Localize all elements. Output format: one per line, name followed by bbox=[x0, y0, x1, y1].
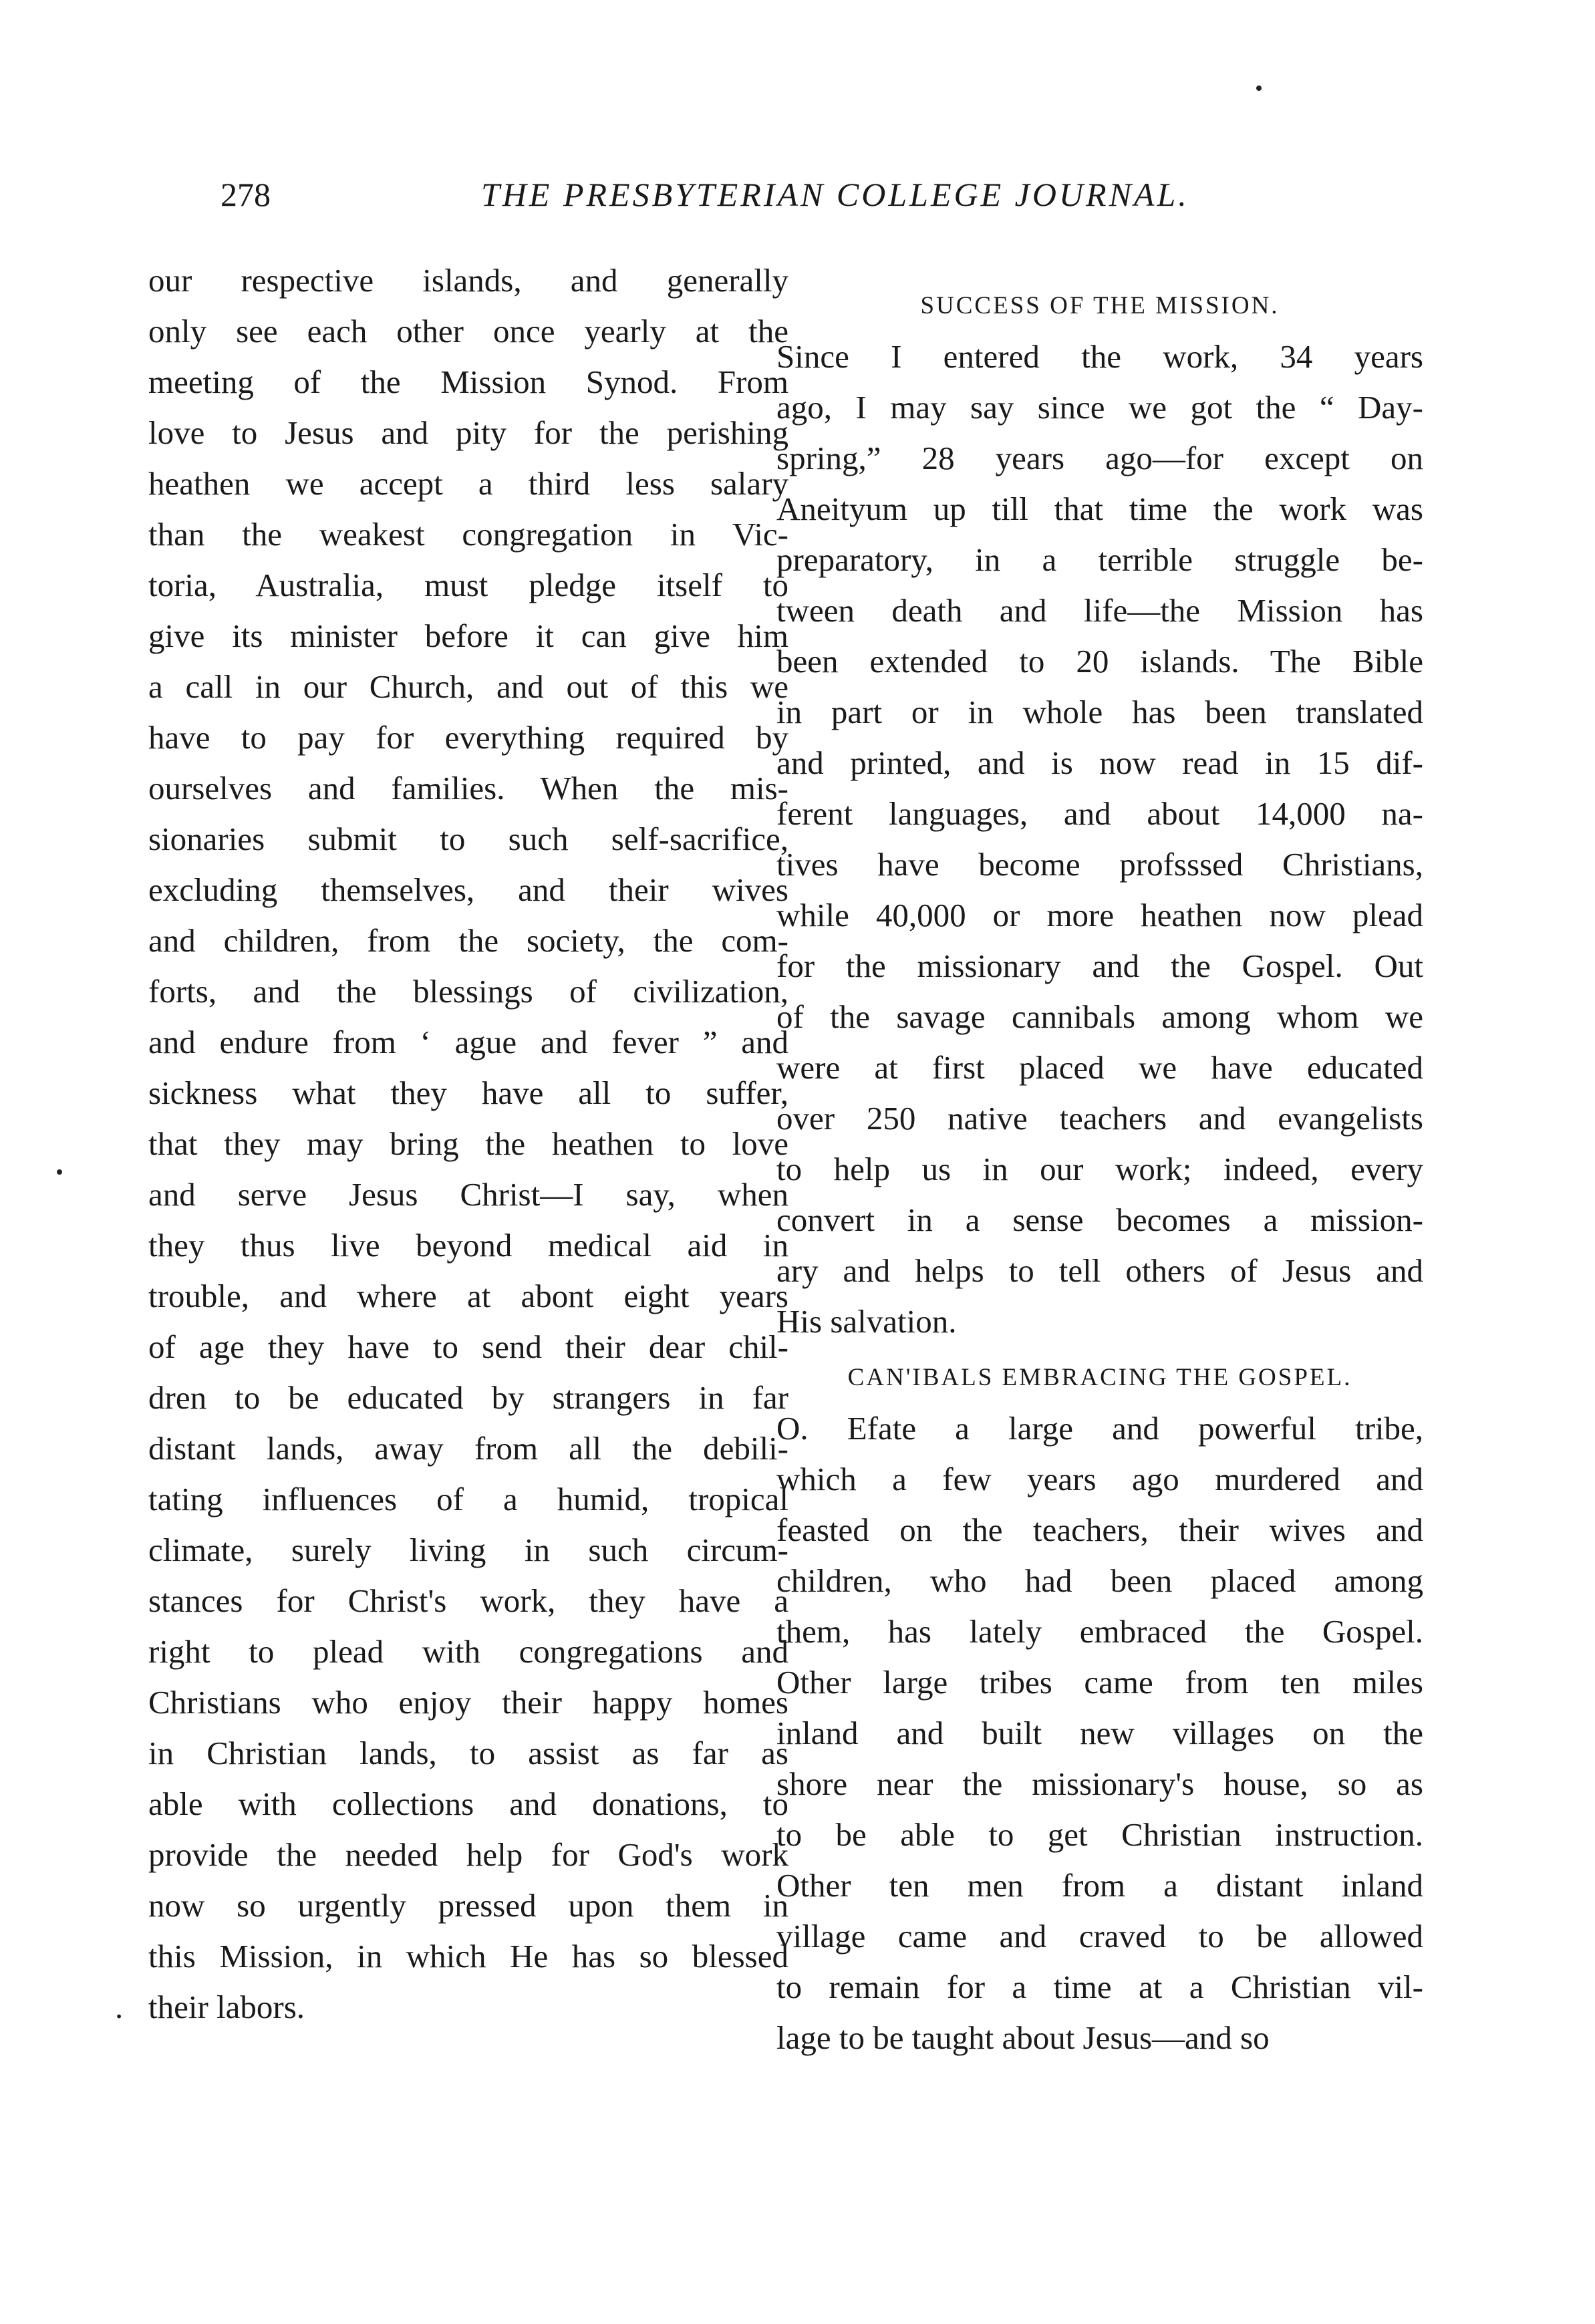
scan-speck bbox=[57, 1169, 62, 1175]
text-line: and children, from the society, the com- bbox=[148, 922, 788, 959]
text-line: to remain for a time at a Christian vil- bbox=[776, 1969, 1423, 2005]
text-line: distant lands, away from all the debili- bbox=[148, 1430, 788, 1467]
left-column bbox=[115, 255, 788, 2033]
text-line: O. Efate a large and powerful tribe, bbox=[776, 1410, 1423, 1447]
text-line: feasted on the teachers, their wives and bbox=[776, 1511, 1423, 1548]
text-line: and serve Jesus Christ—I say, when bbox=[148, 1176, 788, 1213]
text-line: ferent languages, and about 14,000 na- bbox=[776, 795, 1423, 832]
text-line: convert in a sense becomes a mission- bbox=[776, 1201, 1423, 1238]
running-title: THE PRESBYTERIAN COLLEGE JOURNAL. bbox=[481, 176, 1189, 213]
text-line: toria, Australia, must pledge itself to bbox=[148, 567, 788, 603]
text-line: which a few years ago murdered and bbox=[776, 1461, 1423, 1497]
text-line: His salvation. bbox=[776, 1303, 957, 1340]
text-line: of the savage cannibals among whom we bbox=[776, 998, 1423, 1035]
text-line: ago, I may say since we got the “ Day- bbox=[776, 389, 1423, 426]
text-line: Aneityum up till that time the work was bbox=[776, 490, 1423, 527]
text-line: village came and craved to be allowed bbox=[776, 1918, 1423, 1954]
right-column bbox=[776, 281, 1423, 2063]
text-line: have to pay for everything required by bbox=[148, 719, 788, 756]
text-line: forts, and the blessings of civilization, bbox=[148, 973, 788, 1010]
text-line: inland and built new villages on the bbox=[776, 1715, 1423, 1751]
text-line: them, has lately embraced the Gospel. bbox=[776, 1613, 1423, 1650]
text-line: their labors. . bbox=[148, 1982, 788, 2033]
text-line: tween death and life—the Mission has bbox=[776, 592, 1423, 629]
text-line: only see each other once yearly at the bbox=[148, 313, 788, 349]
text-line: over 250 native teachers and evangelists bbox=[776, 1100, 1423, 1137]
text-line: heathen we accept a third less salary bbox=[148, 465, 788, 502]
text-line: of age they have to send their dear chil- bbox=[148, 1328, 788, 1365]
text-line: spring,” 28 years ago—for except on bbox=[776, 440, 1423, 476]
section-heading-success: SUCCESS OF THE MISSION. bbox=[920, 292, 1280, 319]
text-line: able with collections and donations, to bbox=[148, 1785, 788, 1822]
text-line: to help us in our work; indeed, every bbox=[776, 1151, 1423, 1187]
text-line: our respective islands, and generally bbox=[148, 262, 788, 299]
text-line: stances for Christ's work, they have a bbox=[148, 1582, 788, 1619]
text-line: provide the needed help for God's work bbox=[148, 1836, 788, 1873]
bullet-mark: . bbox=[115, 1989, 124, 2025]
section-cannibals-body bbox=[776, 1403, 1423, 2063]
text-line: were at first placed we have educated bbox=[776, 1049, 1423, 1086]
text-line: Since I entered the work, 34 years bbox=[776, 338, 1423, 375]
text-line: ourselves and families. When the mis- bbox=[148, 770, 788, 807]
text-line: Other large tribes came from ten miles bbox=[776, 1664, 1423, 1701]
text-line: trouble, and where at abont eight years bbox=[148, 1278, 788, 1314]
text-line: for the missionary and the Gospel. Out bbox=[776, 948, 1423, 984]
text-line: that they may bring the heathen to love bbox=[148, 1125, 788, 1162]
text-line: excluding themselves, and their wives bbox=[148, 871, 788, 908]
text-line: Christians who enjoy their happy homes bbox=[148, 1684, 788, 1721]
text-line: a call in our Church, and out of this we bbox=[148, 668, 788, 705]
text-line: tives have become profsssed Christians, bbox=[776, 846, 1423, 883]
text-line: they thus live beyond medical aid in bbox=[148, 1227, 788, 1264]
text-line: been extended to 20 islands. The Bible bbox=[776, 643, 1423, 680]
page-number: 278 bbox=[221, 176, 271, 213]
text-line: right to plead with congregations and bbox=[148, 1633, 788, 1670]
text-line: while 40,000 or more heathen now plead bbox=[776, 897, 1423, 933]
text-line: lage to be taught about Jesus—and so bbox=[776, 2019, 1270, 2056]
text-line: sionaries submit to such self-sacrifice, bbox=[148, 821, 788, 857]
text-line: to be able to get Christian instruction. bbox=[776, 1816, 1423, 1853]
text-line: sickness what they have all to suffer, bbox=[148, 1074, 788, 1111]
text-line: children, who had been placed among bbox=[776, 1562, 1423, 1599]
text-line: and endure from ‘ ague and fever ” and bbox=[148, 1024, 788, 1060]
text-line: ary and helps to tell others of Jesus and bbox=[776, 1252, 1423, 1289]
text-line: now so urgently pressed upon them in bbox=[148, 1887, 788, 1924]
text-line: shore near the missionary's house, so as bbox=[776, 1765, 1423, 1802]
text-line: in Christian lands, to assist as far as bbox=[148, 1735, 788, 1771]
text-line: dren to be educated by strangers in far bbox=[148, 1379, 788, 1416]
text-line: and printed, and is now read in 15 dif- bbox=[776, 744, 1423, 781]
text-line: meeting of the Mission Synod. From bbox=[148, 364, 788, 400]
text-line: in part or in whole has been translated bbox=[776, 694, 1423, 730]
section-heading-cannibals: CAN'IBALS EMBRACING THE GOSPEL. bbox=[847, 1364, 1352, 1391]
text-line: than the weakest congregation in Vic- bbox=[148, 516, 788, 553]
text-line: climate, surely living in such circum- bbox=[148, 1532, 788, 1568]
text-line: love to Jesus and pity for the perishing bbox=[148, 414, 788, 451]
text-line: this Mission, in which He has so blessed bbox=[148, 1938, 788, 1975]
text-line: give its minister before it can give him bbox=[148, 617, 788, 654]
text-line: preparatory, in a terrible struggle be- bbox=[776, 541, 1423, 578]
section-success-body bbox=[776, 331, 1423, 1347]
scan-speck bbox=[1256, 86, 1262, 91]
text-line: Other ten men from a distant inland bbox=[776, 1867, 1423, 1904]
text-line: tating influences of a humid, tropical bbox=[148, 1481, 788, 1517]
